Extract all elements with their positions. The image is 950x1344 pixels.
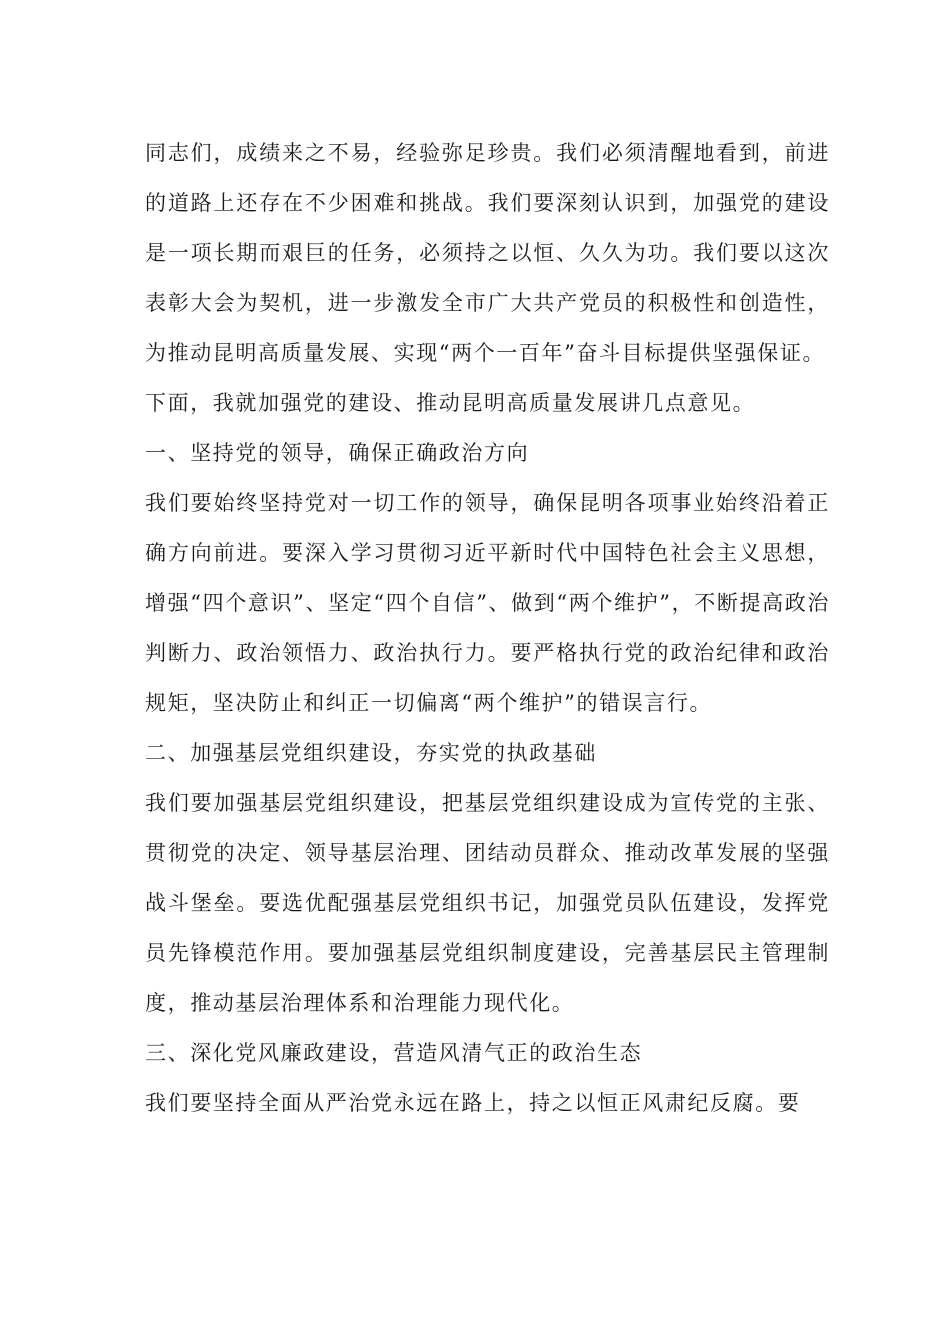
section-heading-2: 二、加强基层党组织建设，夯实党的执政基础 — [145, 741, 597, 765]
paragraph-section-1: 我们要始终坚持党对一切工作的领导，确保昆明各项事业始终沿着正确方向前进。要深入学习贯彻习近平新时代中国特色社会主义思想，增强“四个意识”、坚定“四个自信”、做到“两个维护”，不断提高政治判断力、政治领悟力、政治执行力。要严格执行党的政治纪律和政治规矩，坚决防止和纠正一切偏离“两个维护”的错误言行。 — [145, 491, 830, 715]
section-heading-1: 一、坚持党的领导，确保正确政治方向 — [145, 441, 530, 465]
document-body — [145, 128, 830, 1128]
paragraph-section-2: 我们要加强基层党组织建设，把基层党组织建设成为宣传党的主张、贯彻党的决定、领导基层治理、团结动员群众、推动改革发展的坚强战斗堡垒。要选优配强基层党组织书记，加强党员队伍建设，发挥党员先锋模范作用。要加强基层党组织制度建设，完善基层民主管理制度，推动基层治理体系和治理能力现代化。 — [145, 791, 830, 1015]
section-heading-3: 三、深化党风廉政建设，营造风清气正的政治生态 — [145, 1041, 643, 1065]
paragraph-closing-remarks: 同志们，成绩来之不易，经验弥足珍贵。我们必须清醒地看到，前进的道路上还存在不少困难和挑战。我们要深刻认识到，加强党的建设是一项长期而艰巨的任务，必须持之以恒、久久为功。我们要以这次表彰大会为契机，进一步激发全市广大共产党员的积极性和创造性，为推动昆明高质量发展、实现“两个一百年”奋斗目标提供坚强保证。 — [145, 141, 830, 365]
paragraph-section-3: 我们要坚持全面从严治党永远在路上，持之以恒正风肃纪反腐。要 — [145, 1091, 801, 1115]
paragraph-intro-opinions: 下面，我就加强党的建设、推动昆明高质量发展讲几点意见。 — [145, 391, 756, 415]
